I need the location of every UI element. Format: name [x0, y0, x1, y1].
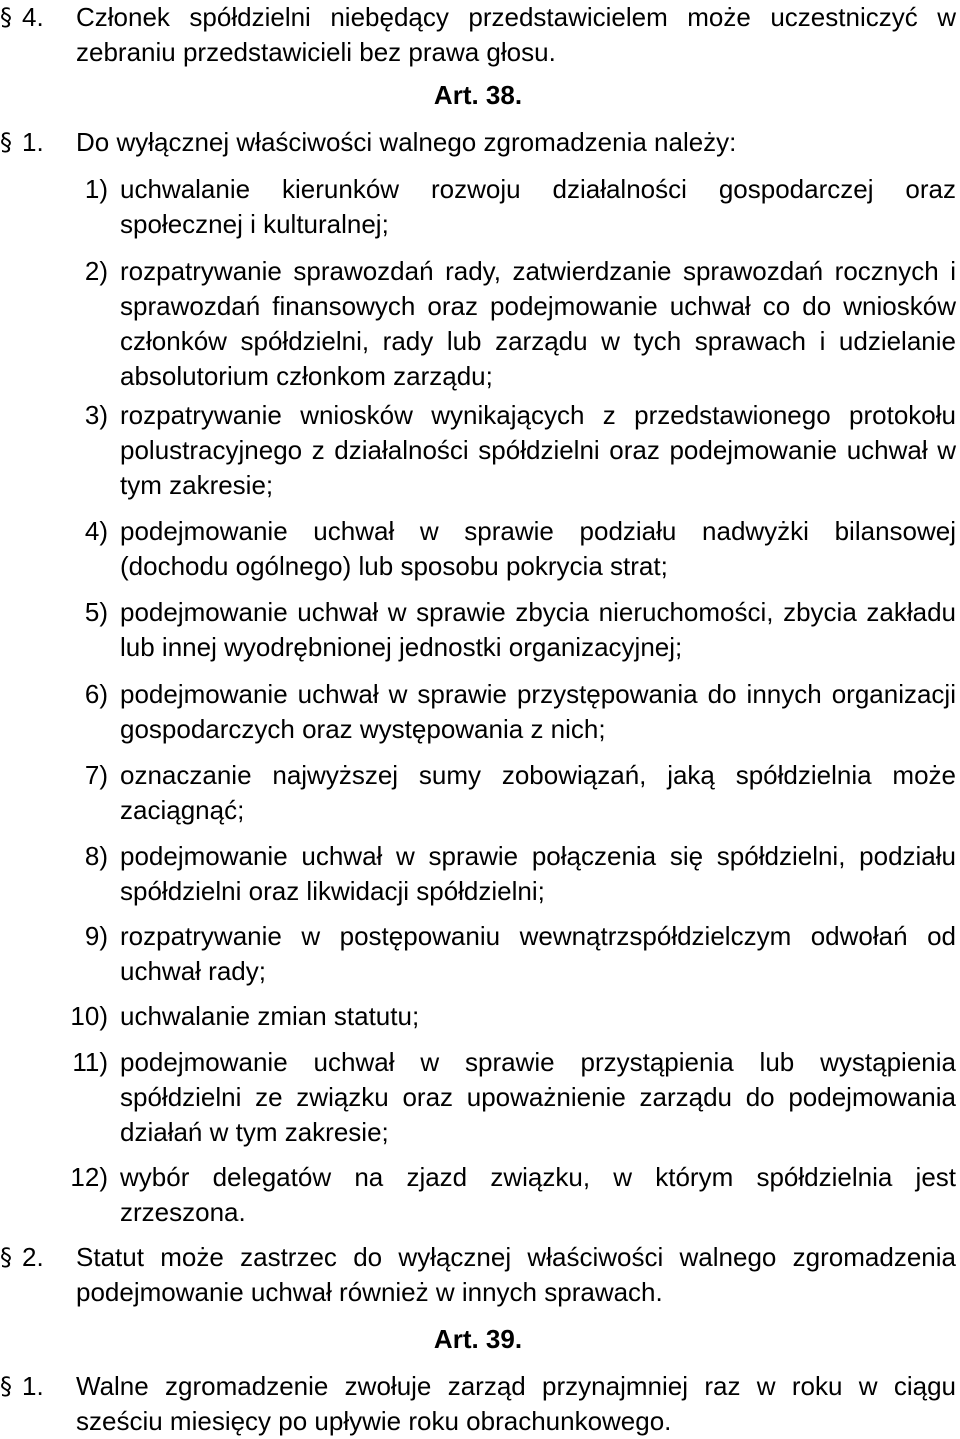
- list-item: [0, 919, 956, 989]
- list-item: [0, 758, 956, 828]
- section-symbol: §: [0, 128, 12, 156]
- paragraph-text: Członek spółdzielni niebędący przedstawicielem może uczestniczyć w zebraniu przedstawicieli bez prawa głosu.: [76, 2, 956, 67]
- section-symbol: §: [0, 3, 12, 31]
- list-item: [0, 1160, 956, 1230]
- item-number: 6): [84, 679, 108, 709]
- item-number: 4): [84, 516, 108, 546]
- item-number: 1): [84, 174, 108, 204]
- item-number: 11): [72, 1047, 108, 1077]
- article-38-heading: Art. 38.: [433, 80, 523, 110]
- item-number: 7): [84, 760, 108, 790]
- article-39-heading: Art. 39.: [433, 1324, 523, 1354]
- paragraph-text: Walne zgromadzenie zwołuje zarząd przynajmniej raz w roku w ciągu sześciu miesięcy po upływie roku obrachunkowego.: [76, 1371, 956, 1436]
- list-item: [0, 398, 956, 503]
- item-text: podejmowanie uchwał w sprawie przystępowania do innych organizacji gospodarczych oraz występowania z nich;: [120, 679, 956, 744]
- item-text: podejmowanie uchwał w sprawie zbycia nieruchomości, zbycia zakładu lub innej wyodrębnionej jednostki organizacyjnej;: [120, 597, 956, 662]
- item-text: uchwalanie zmian statutu;: [120, 1001, 420, 1031]
- list-item: [0, 254, 956, 394]
- art39-paragraph-1: [0, 1369, 956, 1439]
- item-text: podejmowanie uchwał w sprawie podziału nadwyżki bilansowej (dochodu ogólnego) lub sposobu pokrycia strat;: [120, 516, 956, 581]
- item-number: 3): [84, 400, 108, 430]
- item-text: podejmowanie uchwał w sprawie przystąpienia lub wystąpienia spółdzielni ze związku oraz upoważnienie zarządu do podejmowania działań w tym zakresie;: [120, 1047, 956, 1147]
- paragraph-text: Do wyłącznej właściwości walnego zgromadzenia należy:: [76, 127, 737, 157]
- item-text: rozpatrywanie sprawozdań rady, zatwierdzanie sprawozdań rocznych i sprawozdań finansowych oraz podejmowanie uchwał co do wniosków członków spółdzielni, rady lub zarządu w tych sprawach i udzielanie absolutorium członkom zarządu;: [120, 256, 956, 391]
- section-symbol: §: [0, 1372, 12, 1400]
- item-text: oznaczanie najwyższej sumy zobowiązań, jaką spółdzielnia może zaciągnąć;: [120, 760, 956, 825]
- item-text: wybór delegatów na zjazd związku, w którym spółdzielnia jest zrzeszona.: [120, 1162, 956, 1227]
- art38-paragraph-1: [0, 125, 956, 160]
- paragraph-text: Statut może zastrzec do wyłącznej właściwości walnego zgromadzenia podejmowanie uchwał również w innych sprawach.: [76, 1242, 956, 1307]
- list-item: [0, 677, 956, 747]
- section-symbol: §: [0, 1243, 12, 1271]
- list-item: [0, 595, 956, 665]
- item-number: 9): [84, 921, 108, 951]
- item-text: podejmowanie uchwał w sprawie połączenia się spółdzielni, podziału spółdzielni oraz likwidacji spółdzielni;: [120, 841, 956, 906]
- paragraph-number: 1.: [22, 1371, 44, 1401]
- list-item: [0, 1045, 956, 1150]
- paragraph-number: 4.: [22, 2, 44, 32]
- list-item: [0, 999, 956, 1034]
- item-number: 10): [70, 1001, 108, 1031]
- item-number: 2): [84, 256, 108, 286]
- list-item: [0, 514, 956, 584]
- paragraph-number: 1.: [22, 127, 44, 157]
- list-item: [0, 839, 956, 909]
- item-text: uchwalanie kierunków rozwoju działalności gospodarczej oraz społecznej i kulturalnej;: [120, 174, 956, 239]
- item-text: rozpatrywanie w postępowaniu wewnątrzspółdzielczym odwołań od uchwał rady;: [120, 921, 956, 986]
- art38-paragraph-2: [0, 1240, 956, 1310]
- paragraph-number: 2.: [22, 1242, 44, 1272]
- item-text: rozpatrywanie wniosków wynikających z przedstawionego protokołu polustracyjnego z działalności spółdzielni oraz podejmowanie uchwał w tym zakresie;: [120, 400, 956, 500]
- item-number: 5): [84, 597, 108, 627]
- item-number: 12): [70, 1162, 108, 1192]
- paragraph-4: [0, 0, 956, 70]
- list-item: [0, 172, 956, 242]
- item-number: 8): [84, 841, 108, 871]
